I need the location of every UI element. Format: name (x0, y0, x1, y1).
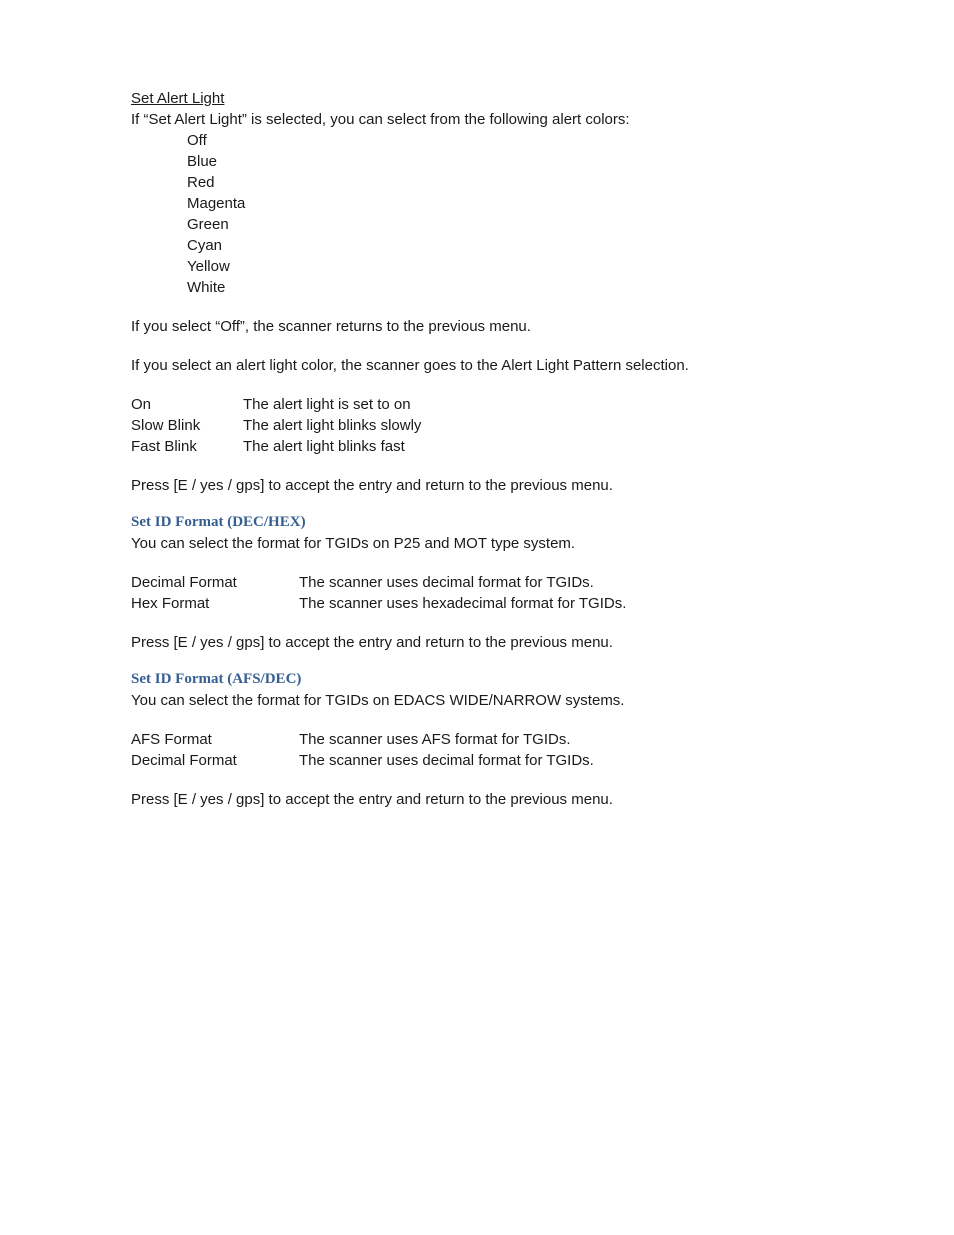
pattern-description: The alert light blinks slowly (243, 417, 422, 434)
alert-color-list (131, 130, 851, 298)
pattern-name: Fast Blink (131, 438, 197, 455)
document-body (131, 88, 851, 810)
id-format-afs-table (131, 729, 851, 771)
alert-pattern-row (131, 436, 851, 457)
alert-pattern-row (131, 394, 851, 415)
id-format-hex-intro: You can select the format for TGIDs on P25 and MOT type system. (131, 535, 576, 552)
format-option-name: Decimal Format (131, 752, 237, 769)
alert-color-item: Magenta (187, 195, 246, 212)
format-option-row (131, 593, 851, 614)
alert-color-item: Red (187, 174, 215, 191)
id-format-hex-table (131, 572, 851, 614)
format-option-row (131, 572, 851, 593)
alert-pattern-table (131, 394, 851, 457)
alert-light-heading: Set Alert Light (131, 90, 225, 107)
alert-press-note: Press [E / yes / gps] to accept the entry and return to the previous menu. (131, 477, 613, 494)
pattern-description: The alert light blinks fast (243, 438, 405, 455)
alert-color-item: Cyan (187, 237, 223, 254)
id-format-hex-press-note: Press [E / yes / gps] to accept the entry and return to the previous menu. (131, 634, 613, 651)
format-option-name: Decimal Format (131, 574, 237, 591)
alert-off-note: If you select “Off”, the scanner returns to the previous menu. (131, 318, 531, 335)
format-option-row (131, 729, 851, 750)
alert-color-item: Blue (187, 153, 218, 170)
pattern-name: Slow Blink (131, 417, 201, 434)
pattern-name: On (131, 396, 152, 413)
format-option-name: Hex Format (131, 595, 210, 612)
alert-color-note: If you select an alert light color, the scanner goes to the Alert Light Pattern selection. (131, 357, 689, 374)
id-format-afs-press-note: Press [E / yes / gps] to accept the entry and return to the previous menu. (131, 791, 613, 808)
format-option-description: The scanner uses hexadecimal format for TGIDs. (299, 595, 627, 612)
id-format-hex-heading: Set ID Format (DEC/HEX) (131, 514, 306, 530)
format-option-description: The scanner uses AFS format for TGIDs. (299, 731, 571, 748)
alert-color-item: White (187, 279, 226, 296)
format-option-row (131, 750, 851, 771)
pattern-description: The alert light is set to on (243, 396, 411, 413)
id-format-afs-heading: Set ID Format (AFS/DEC) (131, 671, 302, 687)
id-format-afs-intro: You can select the format for TGIDs on EDACS WIDE/NARROW systems. (131, 692, 625, 709)
format-option-name: AFS Format (131, 731, 212, 748)
alert-color-item: Yellow (187, 258, 230, 275)
alert-color-item: Green (187, 216, 229, 233)
alert-pattern-row (131, 415, 851, 436)
alert-light-intro: If “Set Alert Light” is selected, you can select from the following alert colors: (131, 111, 630, 128)
format-option-description: The scanner uses decimal format for TGIDs. (299, 752, 594, 769)
format-option-description: The scanner uses decimal format for TGIDs. (299, 574, 594, 591)
alert-color-item: Off (187, 132, 207, 149)
